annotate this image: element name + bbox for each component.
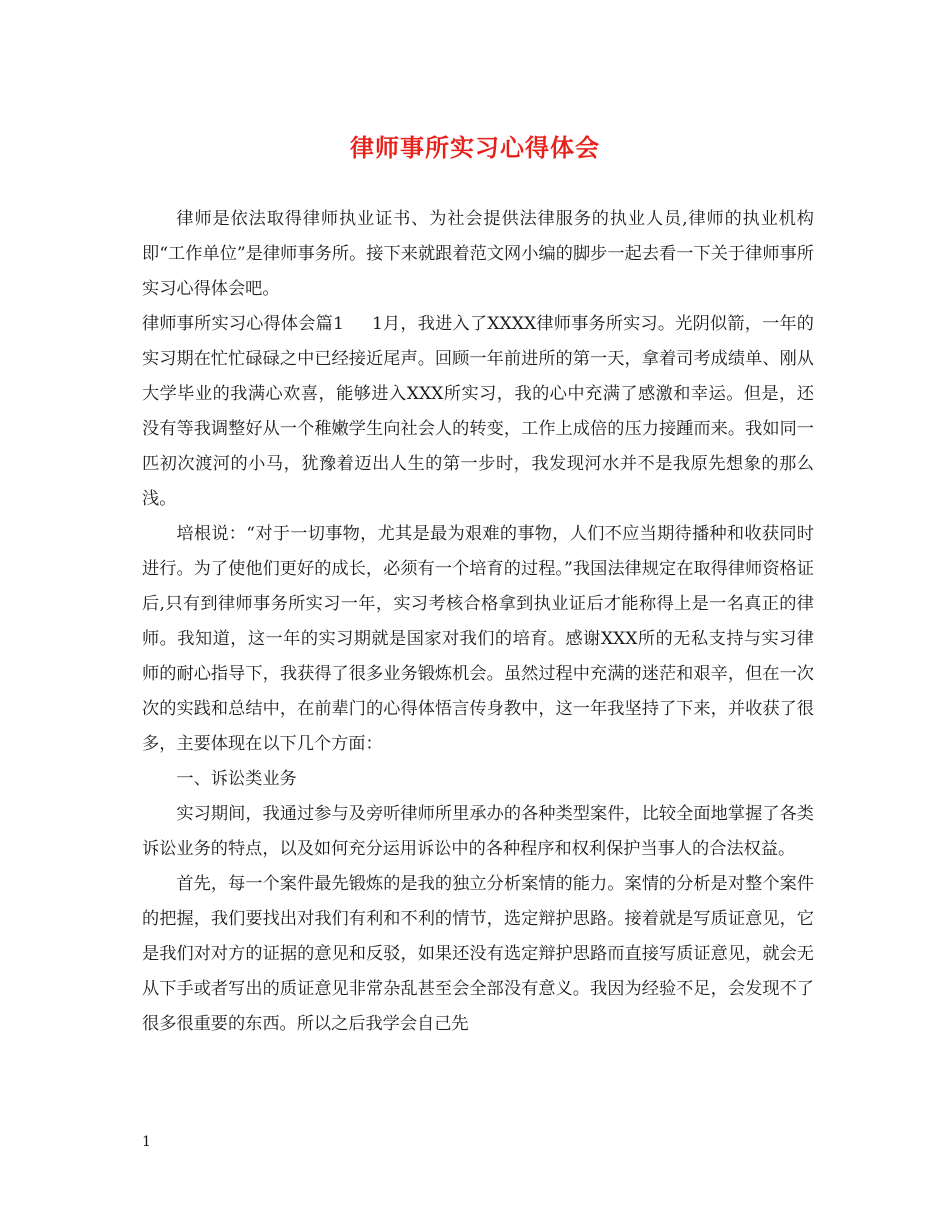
- paragraph-article-start: [142, 307, 814, 517]
- document-body: [142, 202, 814, 1042]
- paragraph-case-analysis: 首先，每一个案件最先锻炼的是我的独立分析案情的能力。案情的分析是对整个案件的把握，我们要找出对我们有利和不利的情节，选定辩护思路。接着就是写质证意见，它是我们对对方的证据的意见和反驳，如果还没有选定辩护思路而直接写质证意见，就会无从下手或者写出的质证意见非常杂乱甚至会全部没有意义。我因为经验不足，会发现不了很多很重要的东西。所以之后我学会自己先: [142, 874, 814, 1034]
- page-number: 1: [142, 1134, 151, 1150]
- paragraph-intro: 律师是依法取得律师执业证书、为社会提供法律服务的执业人员,律师的执业机构即“工作单位”是律师事务所。接下来就跟着范文网小编的脚步一起去看一下关于律师事所实习心得体会吧。: [142, 209, 814, 299]
- article-intro-text: 1月，我进入了XXXX律师事务所实习。光阴似箭，一年的实习期在忙忙碌碌之中已经接近尾声。回顾一年前进所的第一天，拿着司考成绩单、刚从大学毕业的我满心欢喜，能够进入XXX所实习，我的心中充满了感激和幸运。但是，还没有等我调整好从一个稚嫩学生向社会人的转变，工作上成倍的压力接踵而来。我如同一匹初次渡河的小马，犹豫着迈出人生的第一步时，我发现河水并不是我原先想象的那么浅。: [142, 314, 814, 509]
- paragraph-bacon-quote: 培根说：“对于一切事物，尤其是最为艰难的事物，人们不应当期待播种和收获同时进行。为了使他们更好的成长，必须有一个培育的过程。”我国法律规定在取得律师资格证后,只有到律师事务所实习一年，实习考核合格拿到执业证后才能称得上是一名真正的律师。我知道，这一年的实习期就是国家对我们的培育。感谢XXX所的无私支持与实习律师的耐心指导下，我获得了很多业务锻炼机会。虽然过程中充满的迷茫和艰辛，但在一次次的实践和总结中，在前辈门的心得体悟言传身教中，这一年我坚持了下来，并收获了很多，主要体现在以下几个方面：: [142, 524, 814, 754]
- article-heading: 律师事所实习心得体会篇1: [142, 314, 344, 334]
- document-title: 律师事所实习心得体会: [350, 133, 600, 162]
- paragraph-litigation: 实习期间，我通过参与及旁听律师所里承办的各种类型案件，比较全面地掌握了各类诉讼业务的特点，以及如何充分运用诉讼中的各种程序和权利保护当事人的合法权益。: [142, 804, 814, 859]
- section-heading-litigation: 一、诉讼类业务: [176, 769, 297, 789]
